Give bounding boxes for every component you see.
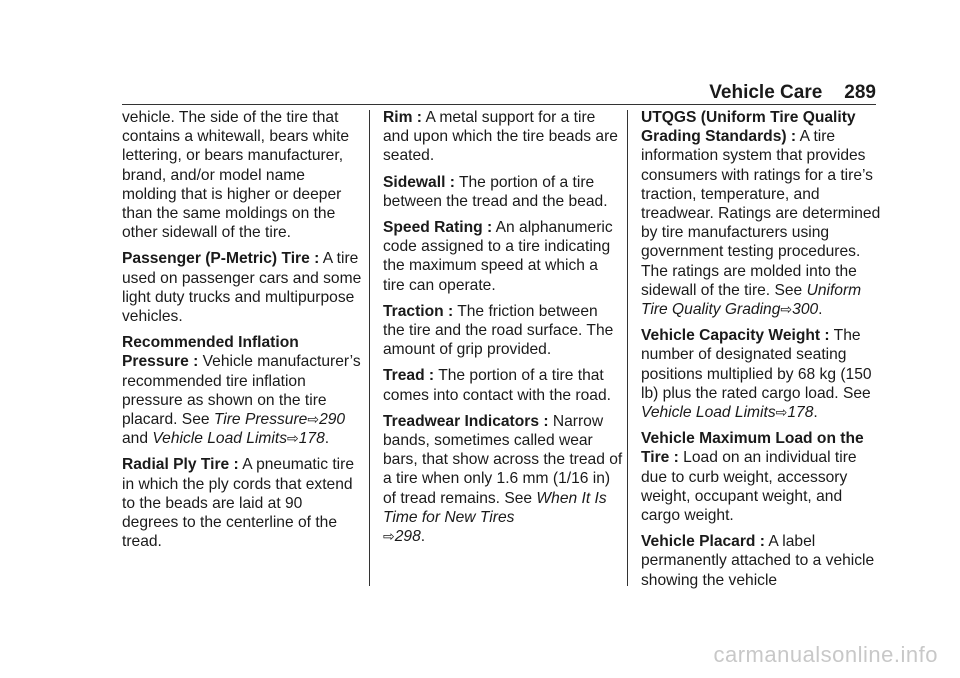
definition	[641, 326, 881, 422]
reference-page[interactable]: 298	[394, 528, 421, 546]
term: Vehicle Placard :	[641, 533, 765, 551]
term: Speed Rating :	[383, 219, 493, 237]
definition	[383, 173, 623, 211]
page-reference-icon: ⇨	[775, 404, 788, 421]
definition-text: A pneumatic tire in which the ply cords that extend to the beads are laid at 90 degrees to the centerline of the tread.	[122, 456, 355, 551]
column-divider	[369, 110, 370, 586]
header-rule	[122, 104, 876, 105]
definition-text: .	[813, 404, 818, 422]
term: Sidewall :	[383, 173, 455, 191]
definition	[383, 108, 623, 166]
page-reference-icon: ⇨	[307, 411, 320, 428]
term: UTQGS (Uniform Tire Quality Grading Standards) :	[641, 109, 856, 146]
term: Rim :	[383, 109, 422, 126]
definition	[122, 249, 362, 326]
text-column-1	[122, 108, 362, 558]
definition-text: .	[818, 301, 823, 319]
definition-text: Load on an individual tire due to curb weight, accessory weight, occupant weight, and cargo weight.	[641, 449, 857, 525]
definition-text: The number of designated seating positions multiplied by 68 kg (150 lb) plus the rated cargo load. See	[641, 327, 872, 402]
paragraph	[122, 108, 362, 242]
cross-reference-link[interactable]: Vehicle Load Limits	[641, 404, 776, 422]
watermark: carmanualsonline.info	[713, 642, 938, 667]
definition	[383, 366, 623, 404]
page-number: 289	[844, 82, 876, 103]
reference-page[interactable]: 290	[319, 411, 346, 429]
term: Vehicle Maximum Load on the Tire :	[641, 430, 864, 467]
reference-page[interactable]: 178	[298, 430, 325, 448]
term: Traction :	[383, 302, 454, 320]
term: Vehicle Capacity Weight :	[641, 327, 830, 345]
reference-page[interactable]: 300	[792, 301, 819, 319]
definition-text: The portion of a tire that comes into contact with the road.	[383, 367, 611, 404]
cross-reference-link[interactable]: Vehicle Load Limits	[152, 430, 287, 448]
body-text: vehicle. The side of the tire that contains a whitewall, bears white lettering, or bears manufacturer, brand, and/or model name molding that is higher or deeper than the same moldings on the other sidewall of the tire.	[122, 109, 350, 242]
definition-text: A label permanently attached to a vehicle showing the vehicle	[641, 533, 875, 589]
definition-text: The portion of a tire between the tread and the bead.	[383, 173, 608, 210]
term: Passenger (P-Metric) Tire :	[122, 250, 320, 268]
term: Radial Ply Tire :	[122, 456, 239, 474]
page-reference-icon: ⇨	[287, 430, 299, 447]
definition-text: A metal support for a tire and upon which the tire beads are seated.	[383, 109, 618, 165]
cross-reference-link[interactable]: Uniform Tire Quality Grading	[641, 281, 862, 319]
definition	[383, 412, 623, 546]
text-column-2	[383, 108, 623, 553]
definition	[641, 532, 881, 590]
definition-text: A tire used on passenger cars and some light duty trucks and multipurpose vehicles.	[122, 250, 362, 326]
term: Tread :	[383, 367, 435, 385]
cross-reference-link[interactable]: When It Is Time for New Tires	[383, 489, 607, 526]
reference-page[interactable]: 178	[787, 404, 814, 422]
definition-text: An alphanumeric code assigned to a tire indicating the maximum speed at which a tire can operate.	[383, 219, 613, 294]
definition	[383, 218, 623, 295]
definition-text: .	[420, 528, 426, 546]
term: Recommended Inflation Pressure :	[122, 334, 299, 371]
definition	[641, 429, 881, 525]
column-divider	[627, 110, 628, 586]
page-reference-icon: ⇨	[383, 528, 395, 545]
definition-text: Narrow bands, sometimes called wear bars, that show across the tread of a tire when only 1.6 mm (1/16 in) of tread remains. See	[383, 412, 623, 507]
cross-reference-link[interactable]: Tire Pressure	[213, 411, 308, 429]
definition	[383, 302, 623, 360]
definition	[122, 455, 362, 551]
page-header	[709, 82, 876, 104]
section-title: Vehicle Care	[709, 82, 823, 103]
text-column-3	[641, 108, 881, 597]
definition	[122, 333, 362, 448]
definition	[641, 108, 881, 319]
definition-text: .	[324, 430, 330, 448]
term: Treadwear Indicators :	[383, 412, 549, 430]
definition-text: The friction between the tire and the road surface. The amount of grip provided.	[383, 302, 614, 359]
page-reference-icon: ⇨	[780, 301, 793, 318]
definition-text: A tire information system that provides consumers with ratings for a tire’s traction, temperature, and treadwear. Ratings are determined by tire manufacturers using government testing procedures. The ratings are molded into the sidewall of the tire. See	[641, 128, 881, 299]
definition-text: Vehicle manufacturer’s recommended tire inflation pressure as shown on the tire placard. See	[122, 353, 361, 429]
definition-text: and	[122, 430, 153, 448]
